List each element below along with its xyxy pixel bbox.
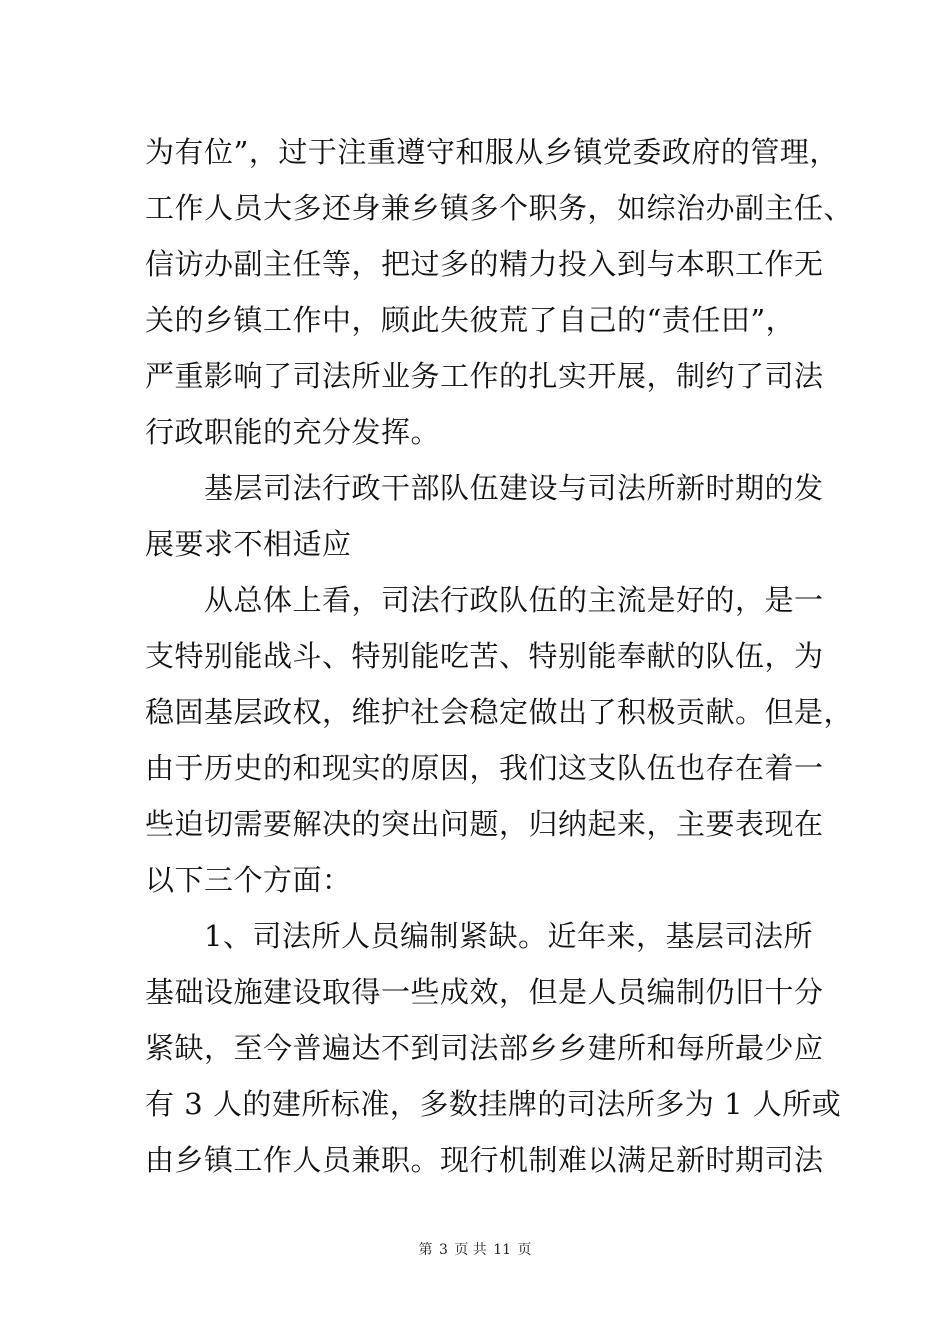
text-line: 信访办副主任等，把过多的精力投入到与本职工作无 [145,247,824,281]
total-pages-number: 11 [493,1242,512,1258]
text-line: 以下三个方面： [145,863,352,897]
text-line: 由于历史的和现实的原因，我们这支队伍也存在着一 [145,751,824,785]
footer-prefix: 第 [418,1242,433,1258]
footer-middle: 页 共 [454,1242,487,1258]
text-line: 工作人员大多还身兼乡镇多个职务，如综治办副主任、 [145,191,854,225]
footer-suffix: 页 [517,1242,532,1258]
text-line: 支特别能战斗、特别能吃苦、特别能奉献的队伍，为 [145,639,824,673]
current-page-number: 3 [438,1242,448,1258]
text-line: 从总体上看，司法行政队伍的主流是好的，是一 [145,583,824,617]
text-line: 关的乡镇工作中，顾此失彼荒了自己的“责任田”， [145,303,796,337]
text-line: 严重影响了司法所业务工作的扎实开展，制约了司法 [145,359,824,393]
text-line: 由乡镇工作人员兼职。现行机制难以满足新时期司法 [145,1143,824,1177]
text-line: 些迫切需要解决的突出问题，归纳起来，主要表现在 [145,807,824,841]
text-line: 为有位”，过于注重遵守和服从乡镇党委政府的管理， [145,135,839,169]
text-line: 有 3 人的建所标准，多数挂牌的司法所多为 1 人所或 [145,1087,842,1121]
page-number-footer [0,1241,950,1259]
section-heading-line: 基层司法行政干部队伍建设与司法所新时期的发 [145,471,824,505]
section-heading-line: 展要求不相适应 [145,527,352,561]
text-line: 基础设施建设取得一些成效，但是人员编制仍旧十分 [145,975,824,1009]
text-line: 紧缺，至今普遍达不到司法部乡乡建所和每所最少应 [145,1031,824,1065]
text-line: 行政职能的充分发挥。 [145,415,441,449]
text-line: 1、司法所人员编制紧缺。近年来，基层司法所 [145,919,813,953]
text-line: 稳固基层政权，维护社会稳定做出了积极贡献。但是， [145,695,854,729]
